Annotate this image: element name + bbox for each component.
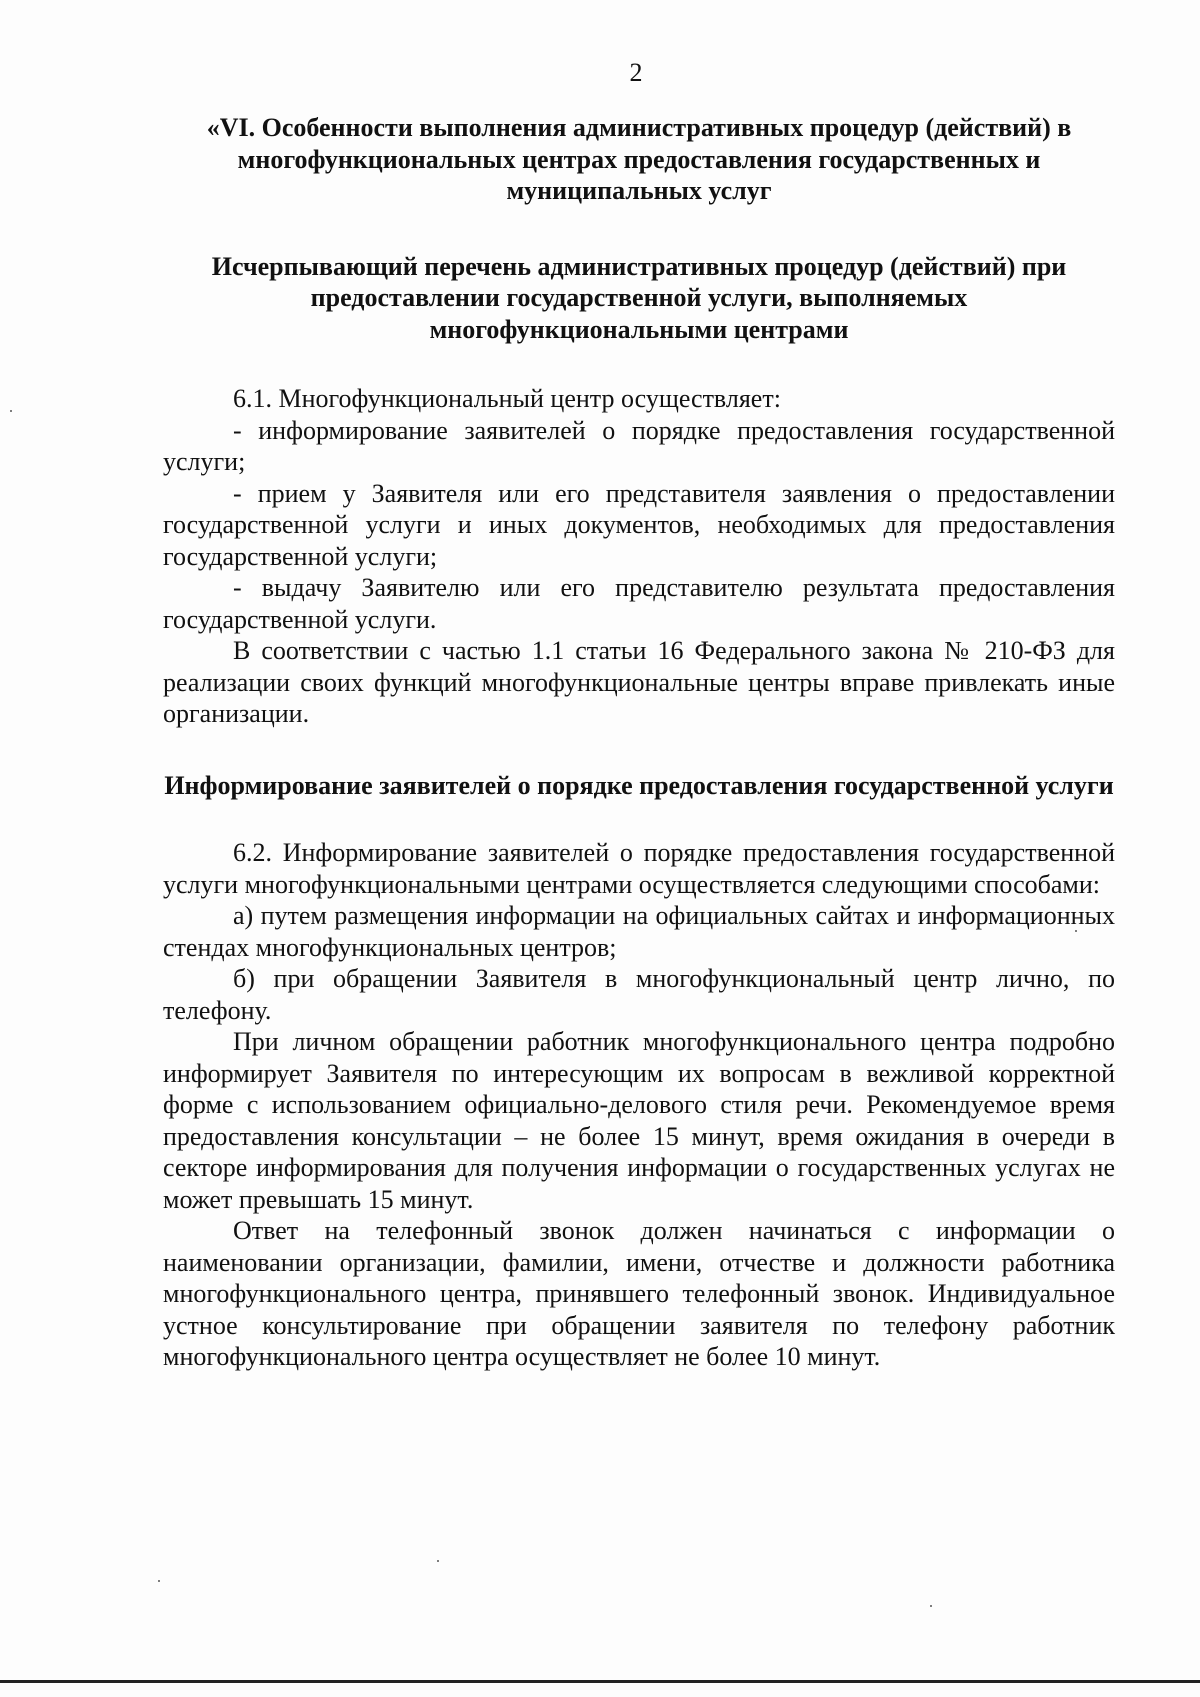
- scan-speck: [158, 1580, 160, 1582]
- list-item-reception: - прием у Заявителя или его представителя заявления о предоставлении государственной услуги и иных документов, необходимых для предоставления государственной услуги;: [163, 478, 1115, 571]
- paragraph-6-1: 6.1. Многофункциональный центр осуществляет:: [233, 384, 781, 413]
- subsection-title-informing: Информирование заявителей о порядке предоставления государственной услуги: [164, 770, 1114, 800]
- paragraph-other-organizations: В соответствии с частью 1.1 статьи 16 Федерального закона № 210-ФЗ для реализации своих функций многофункциональные центры вправе привлекать иные организации.: [163, 636, 1115, 728]
- paragraph-phone-call: Ответ на телефонный звонок должен начинаться с информации о наименовании организации, фамилии, имени, отчестве и должности работника многофункционального центра, принявшего телефонный звонок. Индивидуальное устное консультирование при обращении заявителя по телефону работник многофункционального центра осуществляет не более 10 минут.: [163, 1216, 1115, 1371]
- scan-speck: [10, 410, 12, 412]
- page-number: 2: [629, 58, 643, 87]
- list-item-informing: - информирование заявителей о порядке предоставления государственной услуги;: [163, 415, 1115, 476]
- paragraph-personal-visit: При личном обращении работник многофункционального центра подробно информирует Заявителя по интересующим их вопросам в вежливой корректной форме с использованием официально-делового стиля речи. Рекомендуемое время предоставления консультации – не более 15 минут, время ожидания в очереди в секторе информирования для получения информации о государственных услугах не может превышать 15 минут.: [163, 1027, 1115, 1214]
- list-item-a: а) путем размещения информации на официальных сайтах и информационных стендах многофункциональных центров;: [163, 901, 1115, 962]
- section-title: «VI. Особенности выполнения административных процедур (действий) в многофункциональных центрах предоставления государственных и муниципальных услуг: [206, 113, 1072, 205]
- list-item-issuance: - выдачу Заявителю или его представителю результата предоставления государственной услуги.: [163, 573, 1115, 634]
- scan-speck: [1075, 930, 1077, 932]
- scan-edge-line: [0, 1680, 1200, 1683]
- scan-speck: [930, 1605, 932, 1607]
- scan-speck: [437, 1560, 439, 1562]
- list-item-b: б) при обращении Заявителя в многофункциональный центр лично, по телефону.: [163, 964, 1115, 1025]
- subsection-title-procedures: Исчерпывающий перечень административных процедур (действий) при предоставлении государственной услуги, выполняемых многофункциональными центрами: [211, 251, 1067, 344]
- paragraph-6-2: 6.2. Информирование заявителей о порядке предоставления государственной услуги многофункциональными центрами осуществляется следующими способами:: [163, 838, 1115, 899]
- page-content: [163, 112, 1115, 1373]
